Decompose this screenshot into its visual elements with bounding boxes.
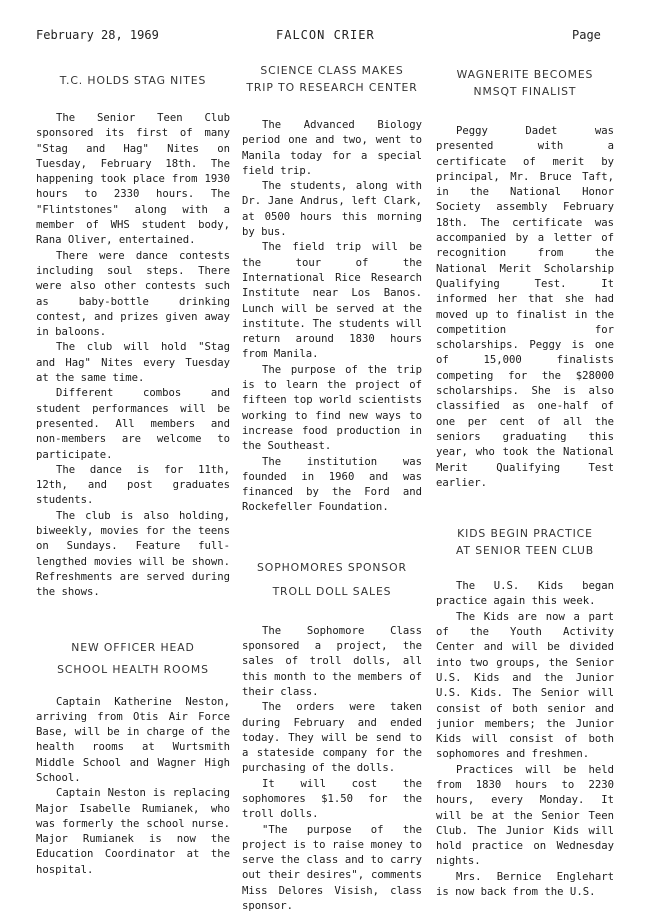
paragraph: The U.S. Kids began practice again this week. [436, 580, 614, 608]
paragraph: Practices will be held from 1830 hours to 2230 hours, every Monday. It will be at the Senior Teen Club. The Junior Kids will hold practice on Wednesday nights. [436, 763, 614, 868]
article-us-kids [436, 579, 614, 900]
paragraph: It will cost the sophomores $1.50 for the troll dolls. [242, 777, 422, 821]
paragraph: The Kids are now a part of the Youth Activity Center and will be divided into two groups, the Senior U.S. Kids and the Junior U.S. Kids. The Senior will consist of both senior and junior members; the Junior Kids will consist of both sophomores and freshmen. [436, 610, 614, 761]
issue-date: February 28, 1969 [36, 28, 159, 42]
paragraph: The club is also holding, biweekly, movies for the teens on Sundays. Feature full-lengthed movies will be shown. Refreshments are served during the shows. [36, 509, 230, 599]
paragraph: The Senior Teen Club sponsored its first of many "Stag and Hag" Nites on Tuesday, February 18th. The happening took place from 1930 hours to 2330 hours. The "Flintstones" along with a member of WHS student body, Rana Oliver, entertained. [36, 112, 230, 247]
newspaper-name: FALCON CRIER [276, 28, 375, 42]
article-troll-dolls [242, 624, 422, 914]
paragraph: The purpose of the trip is to learn the project of fifteen top world scientists working to find new ways to increase food production in the Southeast. [242, 363, 422, 453]
page-label: Page [572, 28, 601, 42]
paragraph: There were dance contests including soul steps. There were also other contests such as baby-bottle drinking contest, and prizes given away in baloons. [36, 249, 230, 339]
paragraph: "The purpose of the project is to raise money to serve the class and to carry out their desires", comments Miss Delores Visish, class sponsor. [242, 823, 422, 913]
paragraph: The orders were taken during February and ended today. They will be send to a stateside company for the purchasing of the dolls. [242, 701, 422, 775]
article-nmsqt-finalist [436, 124, 614, 491]
paragraph: Captain Neston is replacing Major Isabelle Rumianek, who was formerly the school nurse. Major Rumianek is now the Education Coordinator at the hospital. [36, 787, 230, 876]
paragraph: The Sophomore Class sponsored a project, the sales of troll dolls, all this month to the members of their class. [242, 624, 422, 698]
article-science-trip [242, 118, 422, 516]
paragraph: The students, along with Dr. Jane Andrus, left Clark, at 0500 hours this morning by bus. [242, 180, 422, 239]
paragraph: The club will hold "Stag and Hag" Nites every Tuesday at the same time. [36, 341, 230, 385]
paragraph: Captain Katherine Neston, arriving from Otis Air Force Base, will be in charge of the health rooms at Wurtsmith Middle School and Wagner High School. [36, 695, 230, 784]
headline-troll-dolls: SOPHOMORES SPONSOR TROLL DOLL SALES [257, 560, 407, 598]
headline-us-kids: KIDS BEGIN PRACTICE AT SENIOR TEEN CLUB [455, 527, 595, 558]
headline-stag-nites: T.C. HOLDS STAG NITES [59, 74, 207, 87]
paragraph: The institution was founded in 1960 and was financed by the Ford and Rockefeller Foundation. [242, 455, 422, 514]
column-1 [36, 68, 230, 878]
column-3 [436, 66, 614, 900]
paragraph: Mrs. Bernice Englehart is now back from the U.S. [436, 870, 614, 899]
paragraph: The field trip will be the tour of the International Rice Research Institute near Los Banos. Lunch will be served at the institute. The students will return around 1830 hours from Manila. [242, 241, 422, 361]
paragraph: Peggy Dadet was presented with a certificate of merit by principal, Mr. Bruce Taft, in the National Honor Society assembly February 18th. The certificate was accompanied by a letter of recognition from the National Merit Scholarship Qualifying Test. It informed her that she had moved up to finalist in the competition for scholarships. Peggy is one of 15,000 finalists competing for the $28000 scholarships. She is also classified as one-half of one per cent of all the seniors graduating this year, who took the National Merit Qualifying Test earlier. [436, 125, 614, 489]
paragraph: Different combos and student performances will be presented. All members and non-members are welcome to participate. [36, 387, 230, 461]
paragraph: The Advanced Biology period one and two, went to Manila today for a special field trip. [242, 119, 422, 177]
headline-health-rooms: NEW OFFICER HEAD SCHOOL HEALTH ROOMS [57, 640, 209, 676]
headline-nmsqt-finalist: WAGNERITE BECOMES NMSQT FINALIST [456, 68, 594, 98]
headline-science-trip: SCIENCE CLASS MAKES TRIP TO RESEARCH CENTER [246, 64, 418, 94]
article-health-rooms [36, 695, 230, 879]
paragraph: The dance is for 11th, 12th, and post graduates students. [36, 463, 230, 507]
article-stag-nites [36, 111, 230, 601]
column-2 [242, 62, 422, 914]
